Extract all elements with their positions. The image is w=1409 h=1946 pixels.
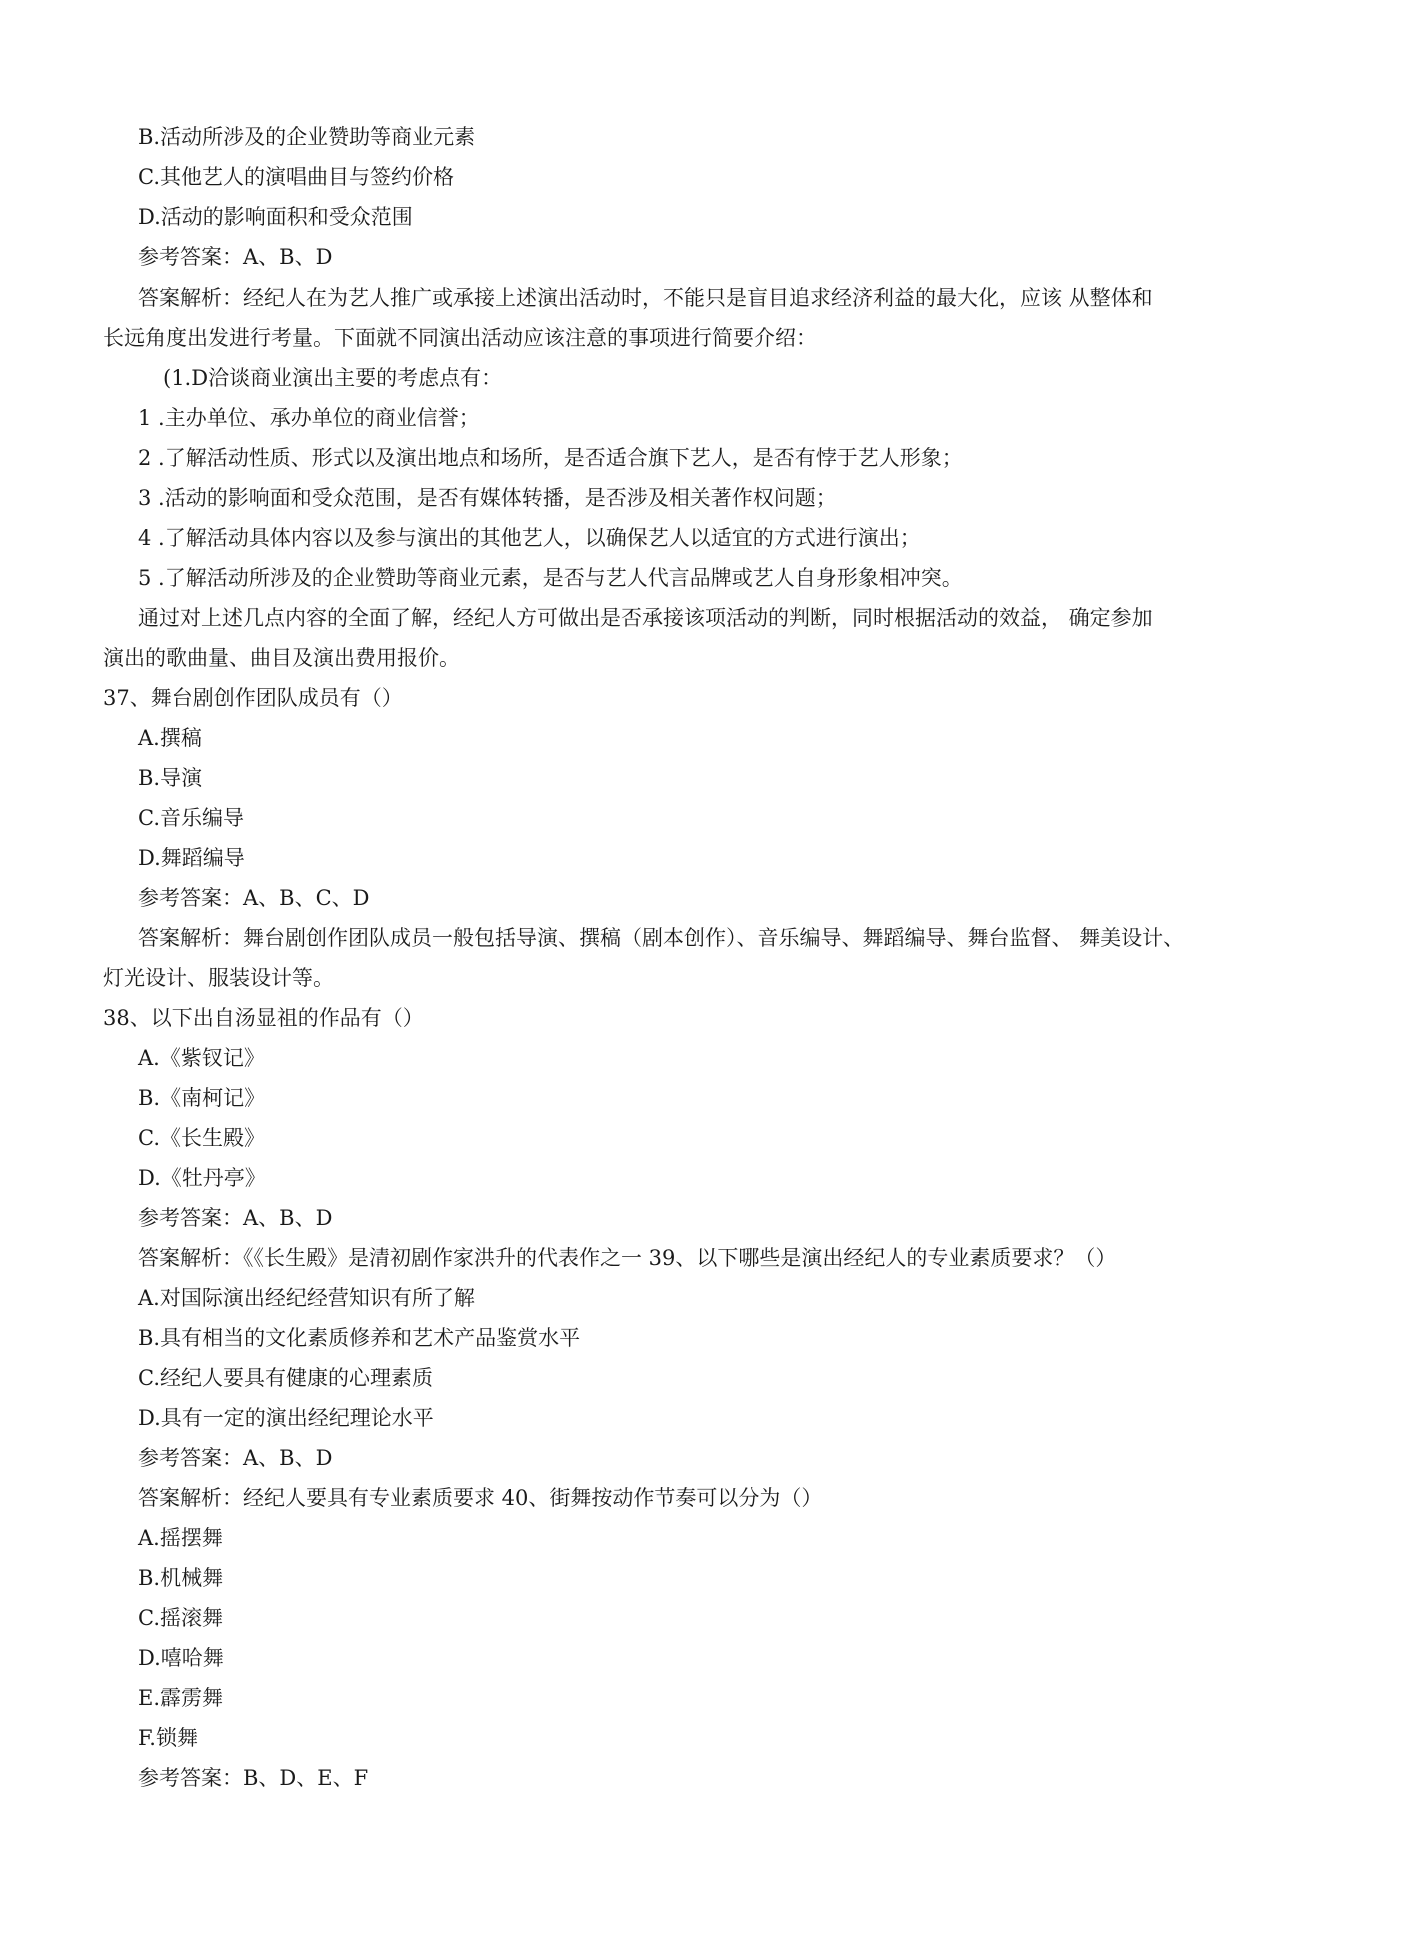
option-line: C.《长生殿》	[138, 1126, 265, 1150]
option-line: C.摇滚舞	[138, 1606, 223, 1630]
explanation-line: 答案解析：经纪人在为艺人推广或承接上述演出活动时，不能只是盲目追求经济利益的最大化，应该 从整体和	[138, 286, 1153, 310]
option-line: B.具有相当的文化素质修养和艺术产品鉴赏水平	[138, 1326, 581, 1350]
answer-line: 参考答案：B、D、E、F	[138, 1766, 369, 1790]
option-line: C.经纪人要具有健康的心理素质	[138, 1366, 433, 1390]
option-line: D.活动的影响面积和受众范围	[138, 205, 413, 229]
option-line: A.摇摆舞	[138, 1526, 223, 1550]
answer-line: 参考答案：A、B、D	[138, 245, 333, 269]
option-line: F.锁舞	[138, 1726, 198, 1750]
explanation-line: 答案解析：《《长生殿》是清初剧作家洪升的代表作之一 39、以下哪些是演出经纪人的专业素质要求？（）	[138, 1246, 1117, 1270]
answer-line: 参考答案：A、B、C、D	[138, 886, 370, 910]
option-line: D.《牡丹亭》	[138, 1166, 266, 1190]
option-line: A.《紫钗记》	[138, 1046, 265, 1070]
option-line: E.霹雳舞	[138, 1686, 224, 1710]
answer-line: 参考答案：A、B、D	[138, 1446, 333, 1470]
list-item: 4 .了解活动具体内容以及参与演出的其他艺人，以确保艺人以适宜的方式进行演出；	[138, 526, 921, 550]
answer-line: 参考答案：A、B、D	[138, 1206, 333, 1230]
list-item: 3 .活动的影响面和受众范围，是否有媒体转播，是否涉及相关著作权问题；	[138, 486, 837, 510]
explanation-line: 通过对上述几点内容的全面了解，经纪人方可做出是否承接该项活动的判断，同时根据活动的效益， 确定参加	[138, 606, 1153, 630]
option-line: A.对国际演出经纪经营知识有所了解	[138, 1286, 475, 1310]
explanation-line: 答案解析：舞台剧创作团队成员一般包括导演、撰稿（剧本创作）、音乐编导、舞蹈编导、舞台监督、 舞美设计、	[138, 926, 1185, 950]
list-item: 5 .了解活动所涉及的企业赞助等商业元素，是否与艺人代言品牌或艺人自身形象相冲突。	[138, 566, 963, 590]
option-line: B.《南柯记》	[138, 1086, 266, 1110]
option-line: A.撰稿	[138, 726, 202, 750]
option-line: D.具有一定的演出经纪理论水平	[138, 1406, 434, 1430]
explanation-line: 答案解析：经纪人要具有专业素质要求 40、街舞按动作节奏可以分为（）	[138, 1486, 823, 1510]
option-line: C.音乐编导	[138, 806, 244, 830]
explanation-line: 长远角度出发进行考量。下面就不同演出活动应该注意的事项进行简要介绍：	[103, 326, 817, 350]
option-line: B.活动所涉及的企业赞助等商业元素	[138, 125, 476, 149]
list-item: 1 .主办单位、承办单位的商业信誉；	[138, 406, 480, 430]
option-line: D.舞蹈编导	[138, 846, 245, 870]
option-line: B.机械舞	[138, 1566, 224, 1590]
list-item: 2 .了解活动性质、形式以及演出地点和场所，是否适合旗下艺人，是否有悖于艺人形象；	[138, 446, 963, 470]
explanation-line: (1.D洽谈商业演出主要的考虑点有：	[163, 366, 503, 390]
explanation-line: 灯光设计、服装设计等。	[103, 966, 334, 990]
option-line: C.其他艺人的演唱曲目与签约价格	[138, 165, 454, 189]
explanation-line: 演出的歌曲量、曲目及演出费用报价。	[103, 646, 460, 670]
question-37: 37、舞台剧创作团队成员有（）	[103, 686, 403, 710]
option-line: B.导演	[138, 766, 203, 790]
option-line: D.嘻哈舞	[138, 1646, 224, 1670]
question-38: 38、以下出自汤显祖的作品有（）	[103, 1006, 424, 1030]
